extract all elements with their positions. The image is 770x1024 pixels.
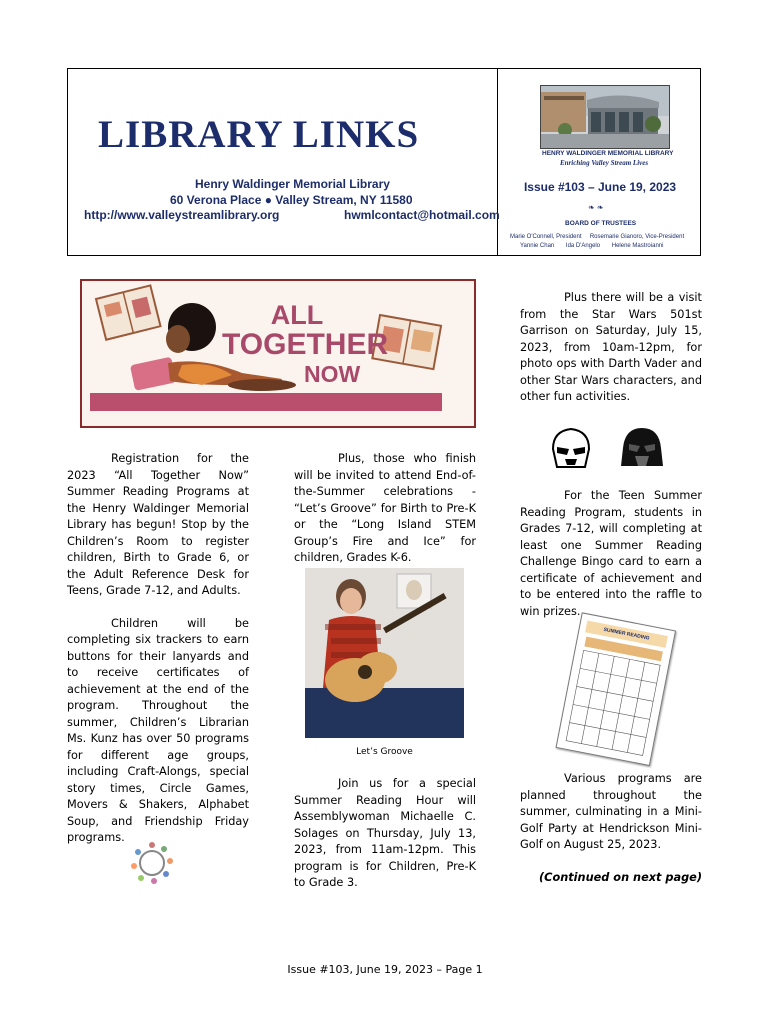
banner-line-all: ALL (270, 300, 324, 330)
newsletter-title: LIBRARY LINKS (98, 113, 420, 156)
issue-date: Issue #103 – June 19, 2023 (523, 180, 677, 194)
library-address: 60 Verona Place ● Valley Stream, NY 11580 (170, 193, 413, 207)
library-name: Henry Waldinger Memorial Library (195, 177, 390, 191)
ornament: ❧ ❧ (588, 203, 604, 212)
star-wars-paragraph: Plus there will be a visit from the Star Wars 501st Garrison on Saturday, July 15, 2023, from 10am-12pm, for photo ops with Darth Vader and other Star Wars characters, and other fun activities. (520, 291, 702, 403)
children-circle-clipart (128, 839, 176, 887)
website-link[interactable]: http://www.valleystreamlibrary.org (84, 208, 280, 222)
continued-notice: (Continued on next page) (539, 871, 702, 884)
celebrations-paragraph: Plus, those who finish will be invited to attend End-of-the-Summer celebrations - “Let’s Groove” for Birth to Pre-K or the “Long Island STEM Group’s Fire and Ice” for children, Grades K-6. (294, 452, 476, 564)
mini-golf-paragraph: Various programs are planned throughout the summer, culminating in a Mini-Golf Party at Hendrickson Mini-Golf on August 25, 2023. (520, 772, 702, 851)
children-paragraph: Children will be completing six trackers to earn buttons for their lanyards and to receive certificates of achievement at the end of the program. Throughout the summer, Children’s Librarian Ms. Kunz has over 50 programs for different age groups, including Craft-Alongs, special story times, Circle Games, Movers & Shakers, Alphabet Soup, and Friendship Friday programs. (67, 616, 249, 844)
column-3 (520, 290, 702, 406)
board-members-line1: Marie O'Connell, President Rosemarie Gianoro, Vice-President (510, 234, 685, 240)
lets-groove-photo (305, 568, 464, 738)
board-heading: BOARD OF TRUSTEES (565, 220, 637, 227)
bingo-card-title: SUMMER READING (585, 620, 668, 647)
page-footer: Issue #103, June 19, 2023 – Page 1 (287, 963, 483, 976)
column-3-lower (520, 771, 702, 854)
column-2 (294, 451, 476, 567)
registration-paragraph: Registration for the 2023 “All Together Now” Summer Reading Programs at the Henry Waldinger Memorial Library has begun! Stop by the Children’s Room to register children, Birth to Grade 6, or the Adult Reference Desk for Teens, Grade 7-12, and Adults. (67, 452, 249, 597)
lets-groove-caption: Let’s Groove (356, 747, 413, 757)
column-1 (67, 451, 249, 847)
all-together-now-banner (80, 279, 476, 428)
board-members-line2: Yannie Chan Ida D'Angelo Helene Mastroianni (520, 243, 664, 249)
assemblywoman-paragraph: Join us for a special Summer Reading Hour will Assemblywoman Michaelle C. Solages on Thursday, July 13, 2023, from 11am-12pm. This program is for Children, Pre-K to Grade 3. (294, 777, 476, 889)
photo-tagline: Enriching Valley Stream Lives (560, 159, 649, 167)
banner-line-together: TOGETHER (222, 328, 389, 361)
column-2-lower (294, 776, 476, 892)
column-3-middle (520, 488, 702, 620)
stormtrooper-icon (549, 427, 593, 473)
email-link[interactable]: hwmlcontact@hotmail.com (344, 208, 500, 222)
library-building-photo (540, 85, 670, 149)
teen-program-paragraph: For the Teen Summer Reading Program, students in Grades 7-12, will completing at least one Summer Reading Challenge Bingo card to earn a certificate of achievement and to be entered into the raffle to win prizes. (520, 489, 702, 618)
masthead-divider (497, 68, 498, 256)
bingo-card-image (556, 612, 674, 763)
banner-line-now: NOW (304, 361, 361, 387)
photo-caption: HENRY WALDINGER MEMORIAL LIBRARY (542, 150, 674, 157)
darth-vader-icon (621, 426, 663, 470)
